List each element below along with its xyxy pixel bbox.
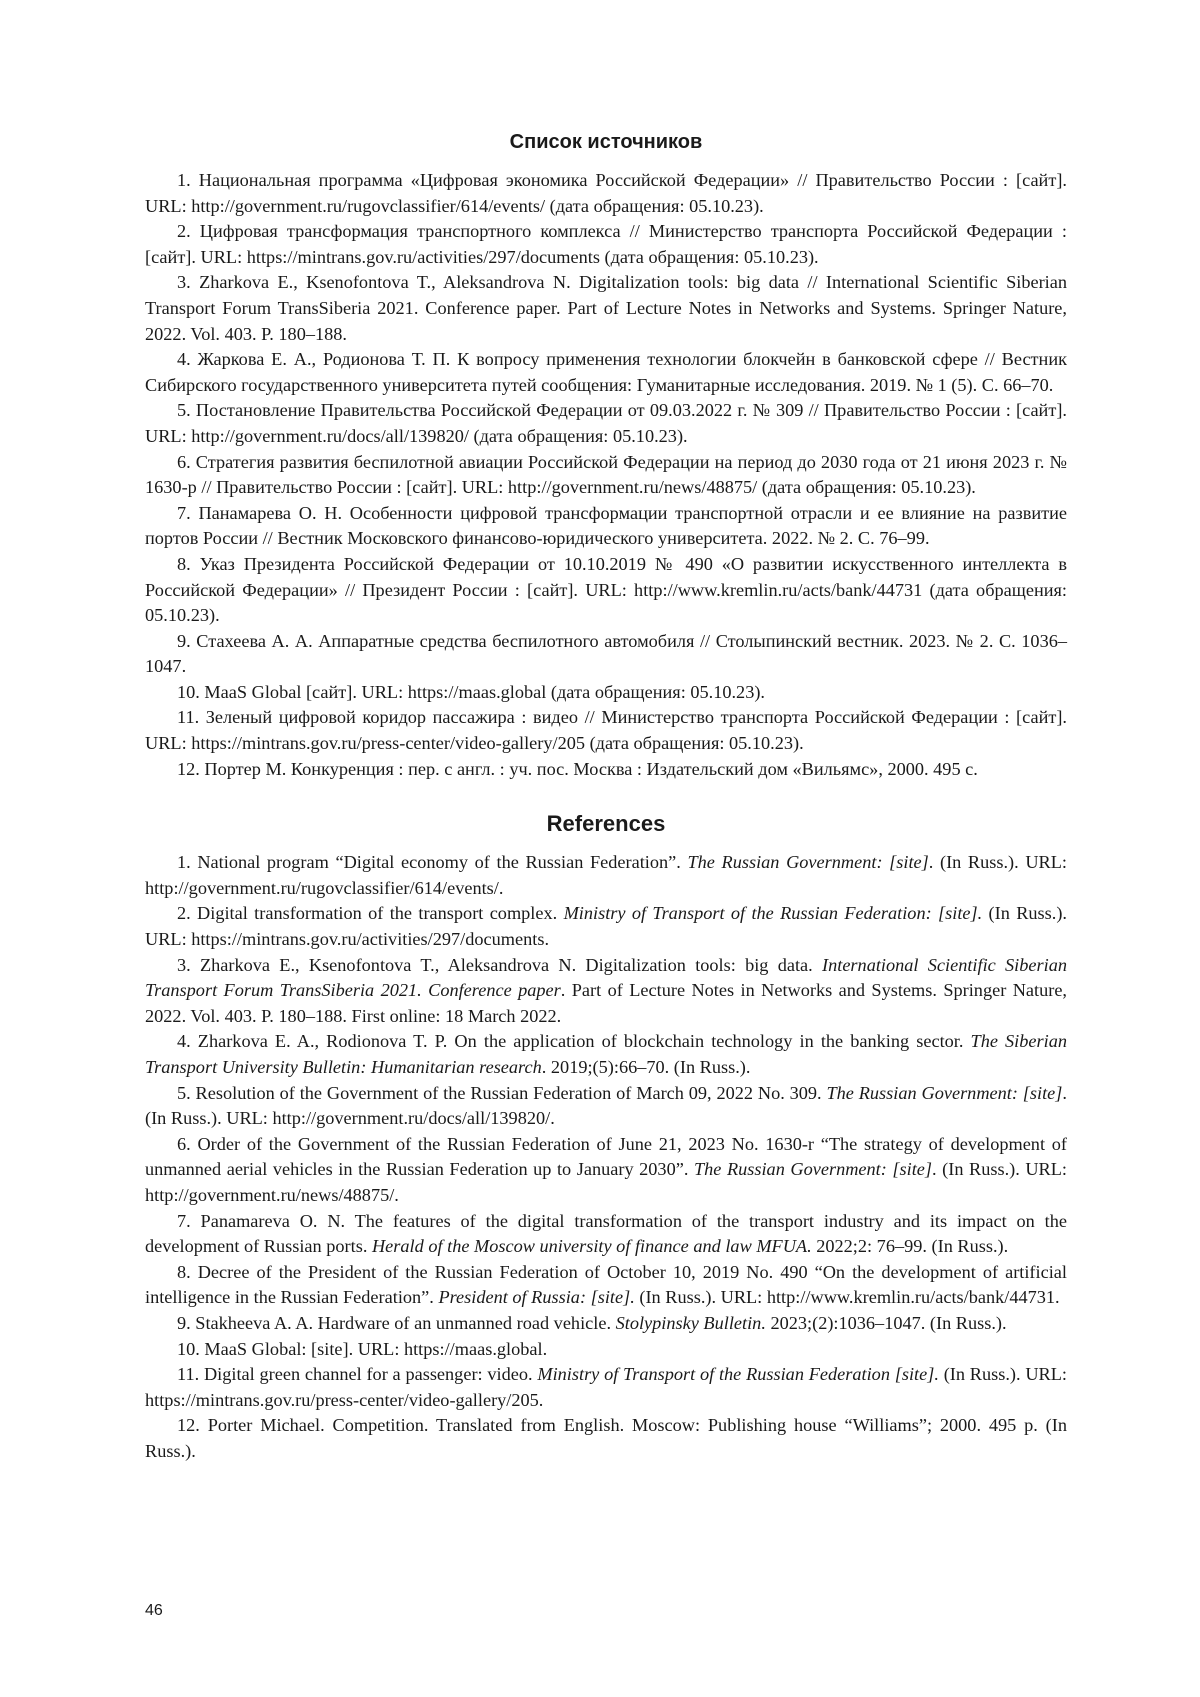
reference-source: President of Russia: [site].: [438, 1287, 634, 1307]
reference-text: 8. Decree of the President of the Russian Federation of October 10, 2019 No. 490 “On the development of artificial intelligence in the Russian Federation”.: [145, 1262, 1067, 1308]
reference-item: [145, 1362, 1067, 1413]
source-item: 10. MaaS Global [сайт]. URL: https://maas.global (дата обращения: 05.10.23).: [145, 680, 1067, 706]
reference-text: . (In Russ.). URL: http://government.ru/rugovclassifier/614/events/.: [145, 852, 1067, 898]
reference-item: [145, 901, 1067, 952]
sources-heading: Список источников: [145, 128, 1067, 156]
source-item: 11. Зеленый цифровой коридор пассажира : видео // Министерство транспорта Российской Федерации : [сайт]. URL: https://mintrans.gov.ru/press-center/video-gallery/205 (дата обращения: 05.10.23).: [145, 705, 1067, 756]
source-item: 2. Цифровая трансформация транспортного комплекса // Министерство транспорта Российской Федерации : [сайт]. URL: https://mintrans.gov.ru/activities/297/documents (дата обращения: 05.10.23).: [145, 219, 1067, 270]
reference-text: 6. Order of the Government of the Russian Federation of June 21, 2023 No. 1630-r “The strategy of development of unmanned aerial vehicles in the Russian Federation up to January 2030”.: [145, 1134, 1067, 1180]
reference-text: 3. Zharkova E., Ksenofontova T., Aleksandrova N. Digitalization tools: big data.: [177, 955, 822, 975]
reference-text: 2023;(2):1036–1047. (In Russ.).: [766, 1313, 1007, 1333]
source-item: 12. Портер М. Конкуренция : пер. с англ. : уч. пос. Москва : Издательский дом «Вильямс», 2000. 495 с.: [145, 757, 1067, 783]
reference-text: 2. Digital transformation of the transport complex.: [177, 903, 564, 923]
page-body: [145, 128, 1067, 1465]
reference-text: 12. Porter Michael. Competition. Translated from English. Moscow: Publishing house “Williams”; 2000. 495 p. (In Russ.).: [145, 1415, 1067, 1461]
source-item: 5. Постановление Правительства Российской Федерации от 09.03.2022 г. № 309 // Правительство России : [сайт]. URL: http://government.ru/docs/all/139820/ (дата обращения: 05.10.23).: [145, 398, 1067, 449]
reference-item: [145, 1029, 1067, 1080]
reference-item: [145, 1337, 1067, 1363]
source-item: 1. Национальная программа «Цифровая экономика Российской Федерации» // Правительство России : [сайт]. URL: http://government.ru/rugovclassifier/614/events/ (дата обращения: 05.10.23).: [145, 168, 1067, 219]
reference-text: 11. Digital green channel for a passenger: video.: [177, 1364, 537, 1384]
reference-item: [145, 1132, 1067, 1209]
reference-source: The Siberian Transport University Bulletin: Humanitarian research: [145, 1031, 1067, 1077]
references-heading: References: [145, 810, 1067, 838]
reference-source: The Russian Government: [site]: [694, 1159, 932, 1179]
reference-source: Ministry of Transport of the Russian Federation [site].: [537, 1364, 939, 1384]
reference-text: (In Russ.). URL: http://www.kremlin.ru/acts/bank/44731.: [635, 1287, 1060, 1307]
reference-source: Stolypinsky Bulletin.: [616, 1313, 766, 1333]
reference-text: . (In Russ.). URL: http://government.ru/news/48875/.: [145, 1159, 1067, 1205]
reference-text: . Part of Lecture Notes in Networks and Systems. Springer Nature, 2022. Vol. 403. P. 180–188. First online: 18 March 2022.: [145, 980, 1067, 1026]
reference-text: 5. Resolution of the Government of the Russian Federation of March 09, 2022 No. 309.: [177, 1083, 826, 1103]
source-item: 6. Стратегия развития беспилотной авиации Российской Федерации на период до 2030 года от 21 июня 2023 г. № 1630-р // Правительство России : [сайт]. URL: http://government.ru/news/48875/ (дата обращения: 05.10.23).: [145, 450, 1067, 501]
reference-item: [145, 1413, 1067, 1464]
sources-list: [145, 168, 1067, 782]
reference-item: [145, 1260, 1067, 1311]
reference-source: Herald of the Moscow university of finance and law MFUA.: [372, 1236, 812, 1256]
reference-text: 7. Panamareva O. N. The features of the digital transformation of the transport industry and its impact on the development of Russian ports.: [145, 1211, 1067, 1257]
reference-item: [145, 1081, 1067, 1132]
reference-text: 1. National program “Digital economy of the Russian Federation”.: [177, 852, 688, 872]
reference-item: [145, 1311, 1067, 1337]
source-item: 7. Панамарева О. Н. Особенности цифровой трансформации транспортной отрасли и ее влияние на развитие портов России // Вестник Московского финансово-юридического университета. 2022. № 2. С. 76–99.: [145, 501, 1067, 552]
reference-text: (In Russ.). URL: https://mintrans.gov.ru/activities/297/documents.: [145, 903, 1067, 949]
reference-text: (In Russ.). URL: https://mintrans.gov.ru/press-center/video-gallery/205.: [145, 1364, 1067, 1410]
reference-item: [145, 953, 1067, 1030]
source-item: 4. Жаркова Е. А., Родионова Т. П. К вопросу применения технологии блокчейн в банковской сфере // Вестник Сибирского государственного университета путей сообщения: Гуманитарные исследования. 2019. № 1 (5). С. 66–70.: [145, 347, 1067, 398]
reference-source: The Russian Government: [site]: [688, 852, 929, 872]
reference-text: . 2019;(5):66–70. (In Russ.).: [542, 1057, 751, 1077]
references-list: [145, 850, 1067, 1464]
reference-source: International Scientific Siberian Transport Forum TransSiberia 2021. Conference paper: [145, 955, 1067, 1001]
reference-text: 2022;2: 76–99. (In Russ.).: [812, 1236, 1009, 1256]
reference-text: . (In Russ.). URL: http://government.ru/docs/all/139820/.: [145, 1083, 1067, 1129]
source-item: 3. Zharkova E., Ksenofontova T., Aleksandrova N. Digitalization tools: big data // International Scientific Siberian Transport Forum TransSiberia 2021. Conference paper. Part of Lecture Notes in Networks and Systems. Springer Nature, 2022. Vol. 403. P. 180–188.: [145, 270, 1067, 347]
page-number: 46: [145, 1602, 163, 1620]
source-item: 9. Стахеева А. А. Аппаратные средства беспилотного автомобиля // Столыпинский вестник. 2023. № 2. С. 1036–1047.: [145, 629, 1067, 680]
reference-item: [145, 1209, 1067, 1260]
reference-text: 9. Stakheeva A. A. Hardware of an unmanned road vehicle.: [177, 1313, 616, 1333]
reference-source: Ministry of Transport of the Russian Federation: [site].: [564, 903, 983, 923]
reference-text: 10. MaaS Global: [site]. URL: https://maas.global.: [177, 1339, 547, 1359]
reference-text: 4. Zharkova E. A., Rodionova T. P. On the application of blockchain technology in the banking sector.: [177, 1031, 971, 1051]
source-item: 8. Указ Президента Российской Федерации от 10.10.2019 № 490 «О развитии искусственного интеллекта в Российской Федерации» // Президент России : [сайт]. URL: http://www.kremlin.ru/acts/bank/44731 (дата обращения: 05.10.23).: [145, 552, 1067, 629]
reference-source: The Russian Government: [site]: [826, 1083, 1062, 1103]
reference-item: [145, 850, 1067, 901]
